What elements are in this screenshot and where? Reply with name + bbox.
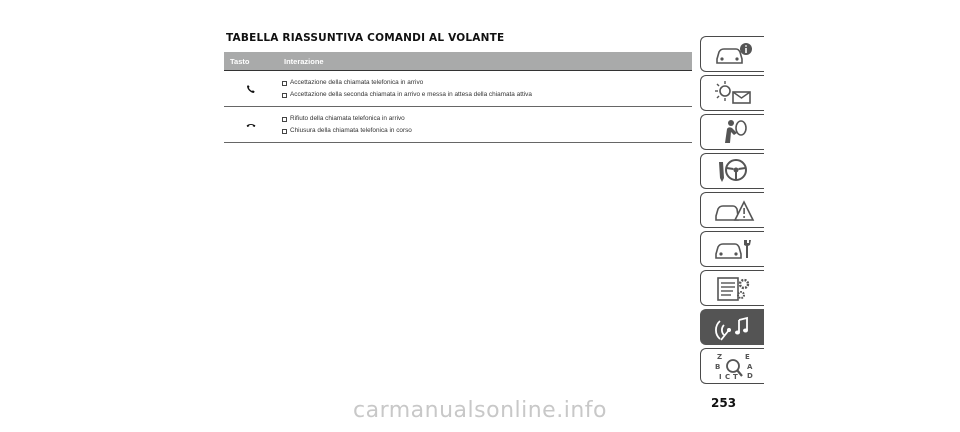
watermark: carmanualsonline.info — [353, 398, 607, 423]
tab-steering[interactable] — [700, 153, 764, 189]
phone-answer-icon — [224, 77, 278, 101]
bullet-box-icon — [282, 81, 287, 86]
table-header — [224, 52, 692, 71]
svg-text:T: T — [732, 373, 738, 381]
svg-text:E: E — [744, 353, 750, 361]
list-item: Chiusura della chiamata telefonica in corso — [282, 125, 692, 137]
tab-car-warning[interactable] — [700, 192, 764, 228]
page-number: 253 — [711, 396, 737, 410]
technical-data-icon — [711, 273, 755, 303]
svg-text:I: I — [718, 373, 722, 381]
multimedia-icon — [711, 312, 755, 342]
bullet-box-icon — [282, 117, 287, 122]
steering-wheel-icon — [711, 156, 755, 186]
safety-airbag-icon — [711, 117, 755, 147]
bullet-box-icon — [282, 129, 287, 134]
table-row — [224, 107, 692, 143]
header-interaction: Interazione — [284, 56, 324, 66]
tab-multimedia[interactable] — [700, 309, 764, 345]
svg-text:C: C — [724, 373, 730, 381]
tab-index[interactable] — [700, 348, 764, 384]
tab-technical-data[interactable] — [700, 270, 764, 306]
list-item: Accettazione della seconda chiamata in arrivo e messa in attesa della chiamata attiva — [282, 89, 692, 101]
tab-car-info[interactable] — [700, 36, 764, 72]
svg-text:D: D — [746, 372, 753, 380]
car-info-icon — [711, 39, 755, 69]
commands-table — [224, 52, 692, 143]
phone-hangup-icon — [224, 113, 278, 137]
lights-message-icon — [711, 78, 755, 108]
svg-text:Z: Z — [716, 353, 722, 361]
bullet-box-icon — [282, 93, 287, 98]
header-key: Tasto — [230, 56, 250, 66]
tab-safety[interactable] — [700, 114, 764, 150]
index-icon — [711, 351, 755, 381]
page-title: TABELLA RIASSUNTIVA COMANDI AL VOLANTE — [226, 32, 505, 44]
list-item: Accettazione della chiamata telefonica in arrivo — [282, 77, 692, 89]
tab-car-service[interactable] — [700, 231, 764, 267]
car-warning-icon — [711, 195, 755, 225]
tab-lights-message[interactable] — [700, 75, 764, 111]
svg-text:B: B — [714, 363, 720, 371]
list-item: Rifiuto della chiamata telefonica in arrivo — [282, 113, 692, 125]
svg-text:A: A — [746, 363, 752, 371]
car-service-icon — [711, 234, 755, 264]
table-row — [224, 71, 692, 107]
